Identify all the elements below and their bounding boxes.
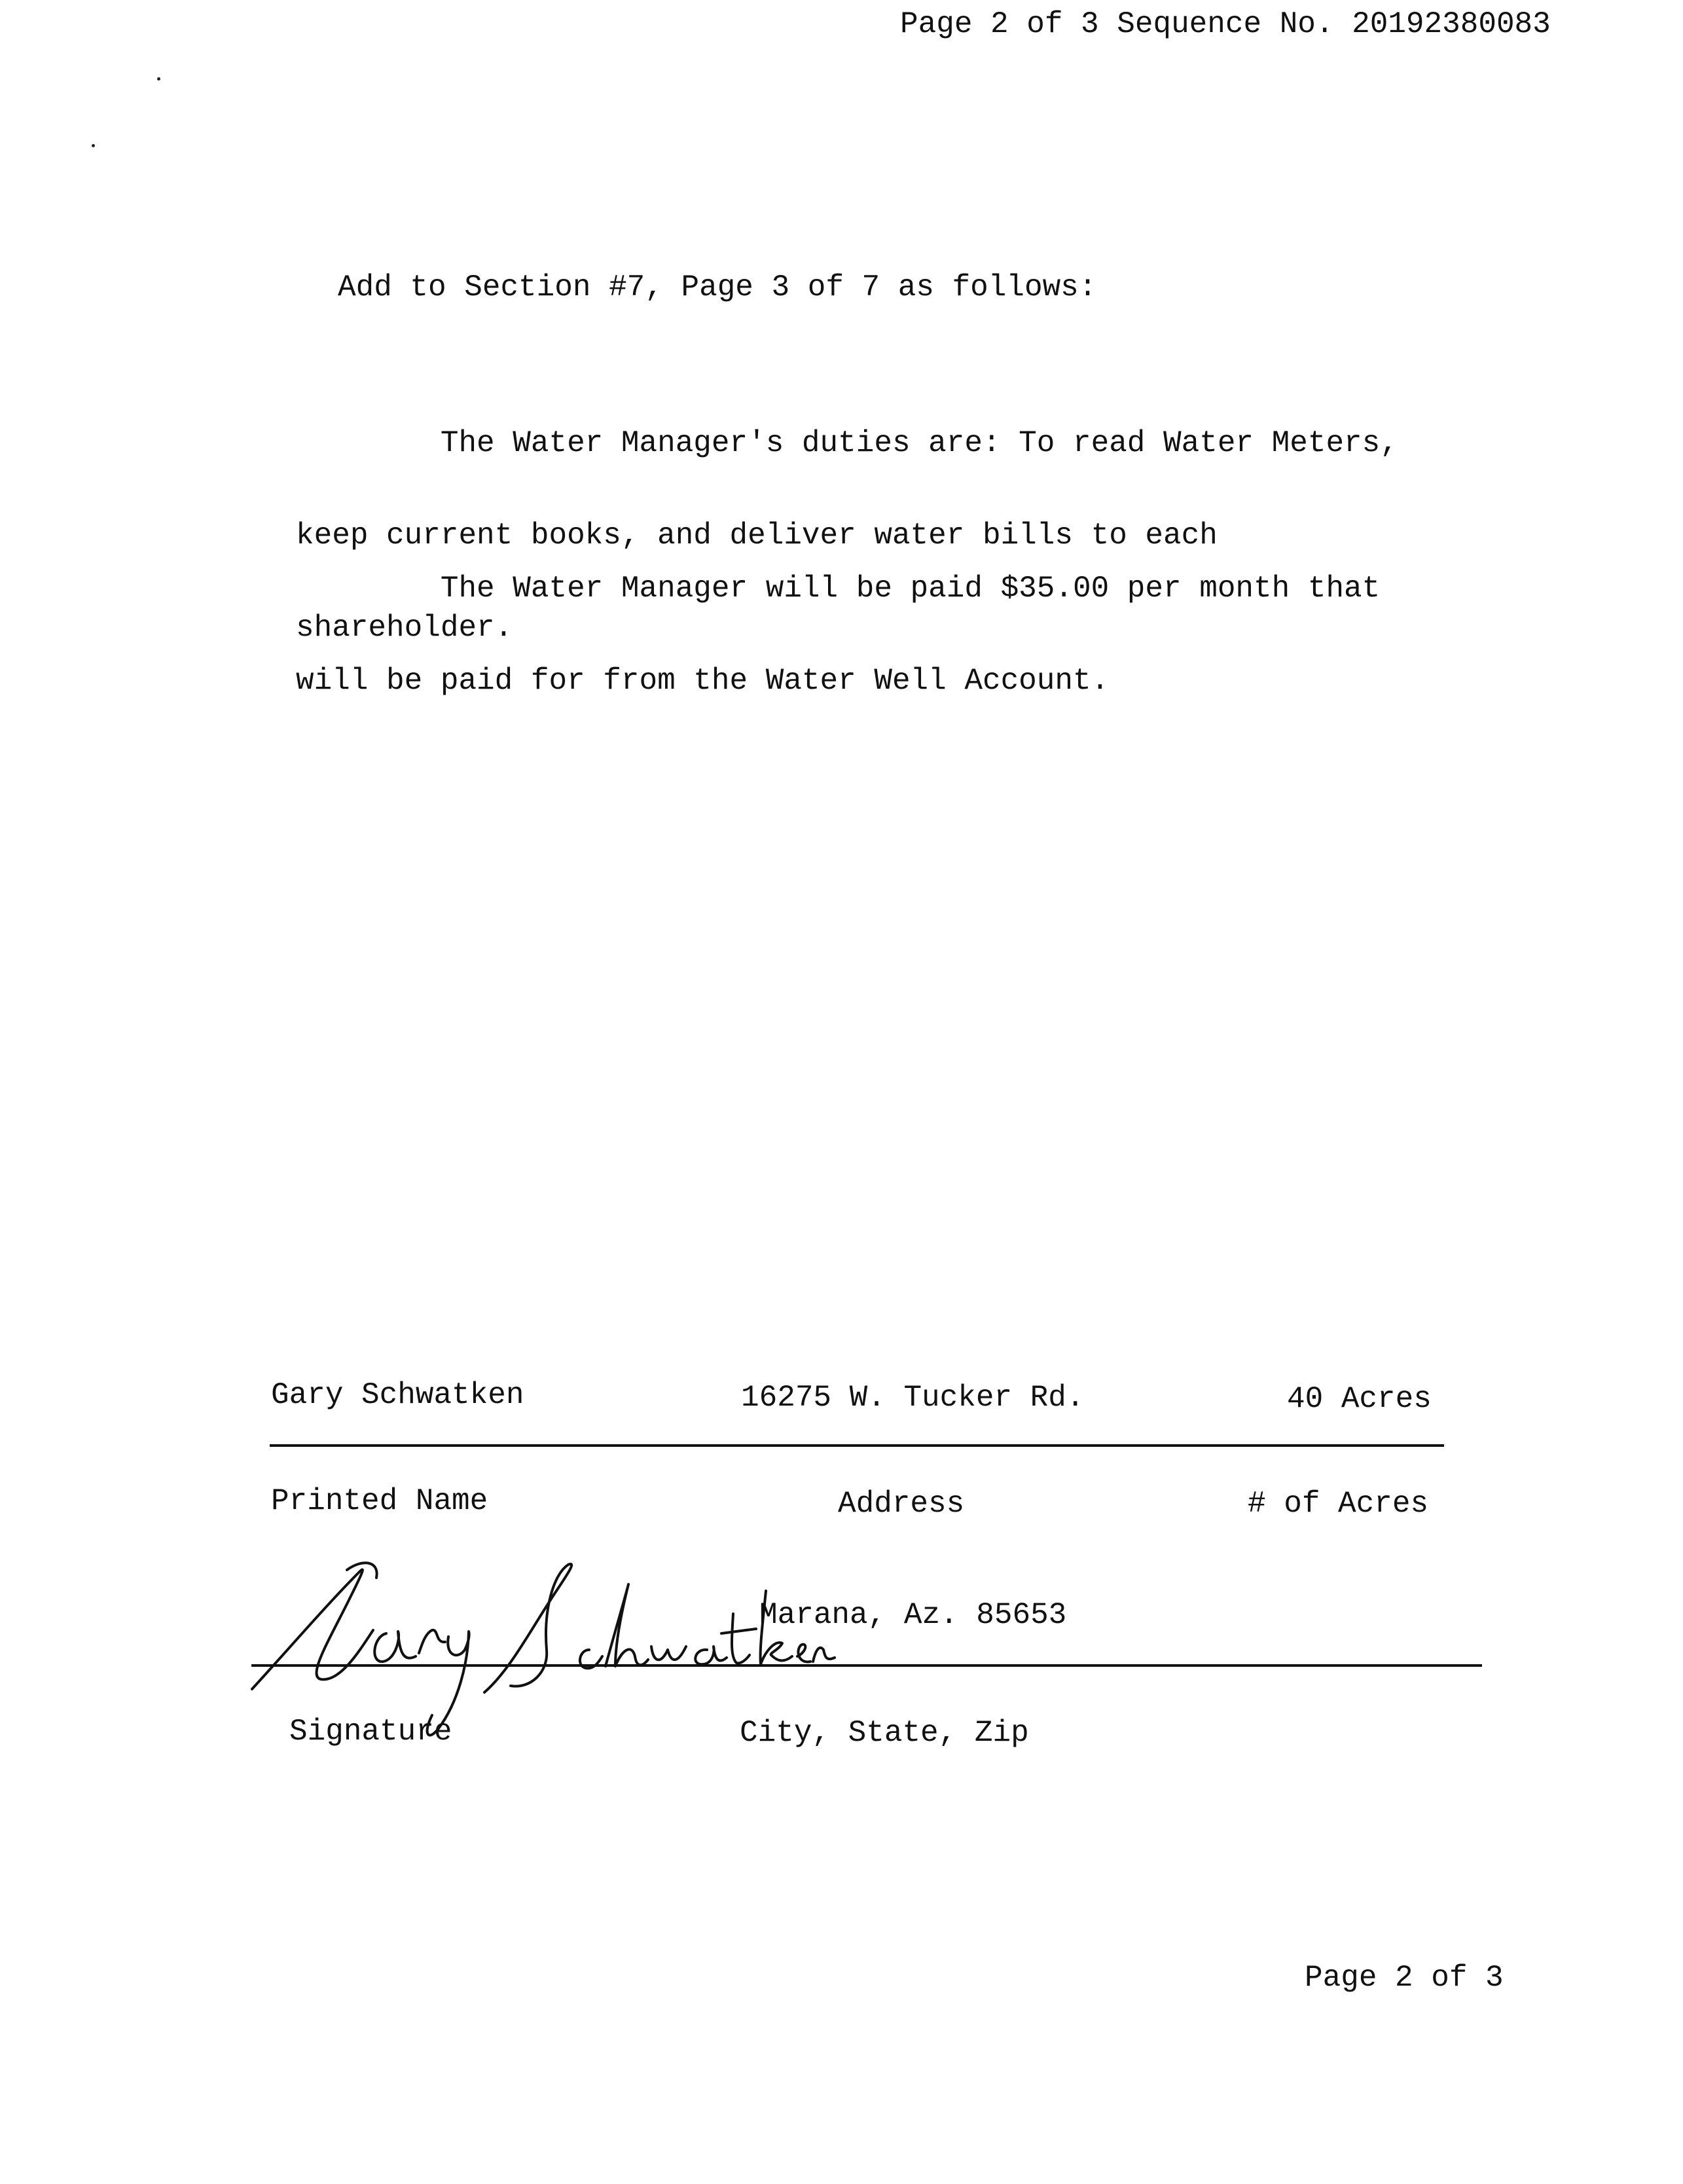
printed-name-label: Printed Name bbox=[271, 1484, 488, 1518]
section-intro: Add to Section #7, Page 3 of 7 as follows: bbox=[338, 270, 1097, 304]
address-value: 16275 W. Tucker Rd. bbox=[741, 1381, 1085, 1415]
city-state-zip-label: City, State, Zip bbox=[740, 1716, 1029, 1750]
name-address-acres-line bbox=[270, 1444, 1444, 1447]
page-sequence-header: Page 2 of 3 Sequence No. 20192380083 bbox=[900, 7, 1551, 41]
page-number-footer: Page 2 of 3 bbox=[1305, 1961, 1504, 1995]
printed-name-value: Gary Schwatken bbox=[271, 1378, 524, 1412]
acres-value: 40 Acres bbox=[1287, 1382, 1432, 1416]
signature-label: Signature bbox=[289, 1715, 452, 1749]
duties-line-1: The Water Manager's duties are: To read Water Meters, bbox=[296, 426, 1398, 460]
payment-paragraph bbox=[296, 512, 1380, 727]
payment-line-2: will be paid for from the Water Well Account. bbox=[296, 664, 1110, 698]
payment-line-1: The Water Manager will be paid $35.00 per month that bbox=[296, 572, 1381, 606]
duties-line-3: shareholder. bbox=[296, 611, 513, 645]
address-label: Address bbox=[838, 1487, 965, 1521]
duties-line-2: keep current books, and deliver water bills to each bbox=[296, 519, 1218, 553]
acres-label: # of Acres bbox=[1248, 1487, 1429, 1521]
city-state-zip-value: Marana, Az. 85653 bbox=[759, 1598, 1067, 1632]
scan-speck bbox=[157, 77, 160, 81]
scan-speck bbox=[92, 144, 95, 147]
